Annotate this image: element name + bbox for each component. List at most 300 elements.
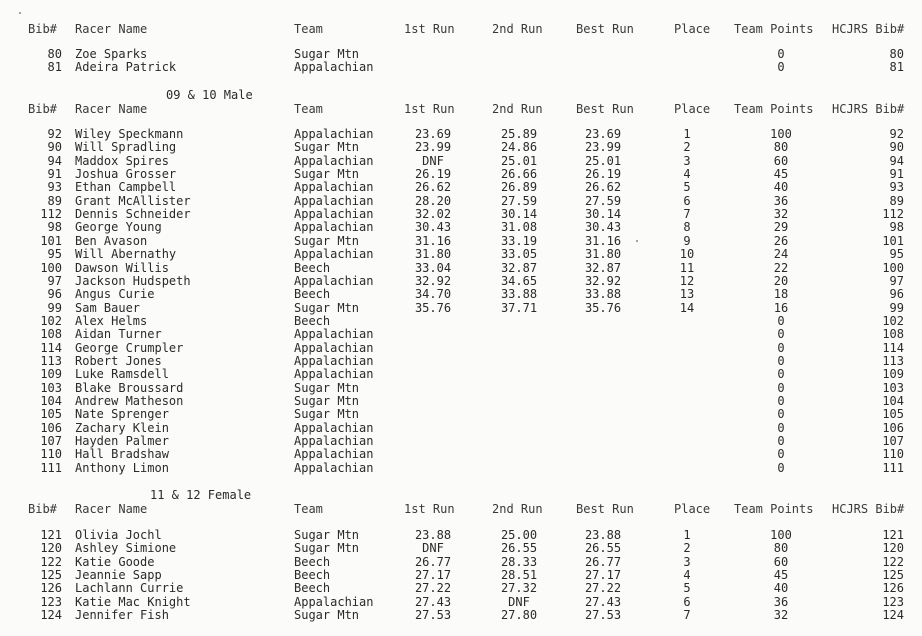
cell-hcjrs: 102 [882,313,904,328]
cell-bib: 122 [40,554,62,569]
table-row [0,367,922,381]
header-bib: Bib# [28,22,57,36]
cell-name: Will Spradling [75,140,177,155]
cell-best: 32.87 [584,260,622,275]
cell-run1: 26.62 [414,180,452,195]
cell-name: Ben Avason [75,233,148,248]
cell-team: Appalachian [294,127,374,141]
cell-name: Aidan Turner [75,327,162,342]
cell-hcjrs: 96 [889,287,904,302]
header-run2: 2nd Run [492,502,543,516]
cell-bib: 124 [40,608,62,623]
cell-points: 45 [773,568,789,582]
cell-run2: 28.33 [500,554,538,569]
cell-name: Joshua Grosser [75,167,177,182]
cell-run2: 32.87 [500,260,538,275]
cell-hcjrs: 100 [882,260,904,275]
cell-name: Adeira Patrick [75,60,177,75]
cell-points: 0 [777,340,785,355]
table-row [0,60,922,74]
cell-run2: 25.89 [500,127,538,141]
table-row [0,301,922,315]
cell-points: 0 [777,47,785,61]
cell-best: 27.53 [584,608,622,623]
cell-hcjrs: 80 [889,47,904,61]
cell-hcjrs: 121 [882,528,904,542]
cell-bib: 113 [40,353,62,368]
cell-place: 7 [683,207,691,222]
cell-run1: 31.16 [414,233,452,248]
column-header-row [0,22,922,36]
table-row [0,461,922,475]
cell-hcjrs: 103 [882,380,904,395]
cell-team: Sugar Mtn [294,528,360,542]
cell-place: 12 [679,273,695,288]
column-header-row [0,502,922,516]
cell-hcjrs: 111 [882,460,904,475]
cell-best: 23.88 [584,528,622,542]
cell-bib: 125 [40,568,62,582]
cell-points: 0 [777,447,785,462]
cell-name: Dennis Schneider [75,207,191,222]
header-points: Team Points [734,22,814,36]
cell-name: Jeannie Sapp [75,568,162,582]
cell-points: 22 [773,260,789,275]
cell-run2: 31.08 [500,220,538,235]
cell-place: 10 [679,247,695,262]
table-row [0,194,922,208]
cell-points: 45 [773,167,789,182]
cell-team: Sugar Mtn [294,167,360,182]
cell-name: Nate Sprenger [75,407,169,422]
cell-place: 14 [679,300,695,315]
cell-team: Beech [294,260,331,275]
cell-bib: 126 [40,581,62,596]
cell-name: Olivia Jochl [75,528,162,542]
cell-points: 36 [773,594,789,609]
cell-place: 3 [683,554,691,569]
cell-hcjrs: 92 [889,127,904,141]
cell-bib: 91 [47,167,62,182]
table-row [0,407,922,421]
cell-points: 100 [770,127,792,141]
cell-name: Will Abernathy [75,247,177,262]
cell-name: Alex Helms [75,313,148,328]
cell-name: Ethan Campbell [75,180,177,195]
cell-name: Luke Ramsdell [75,367,169,382]
cell-best: 25.01 [584,153,622,168]
header-place: Place [674,102,711,116]
cell-name: Ashley Simione [75,541,177,556]
cell-hcjrs: 99 [889,300,904,315]
cell-hcjrs: 109 [882,367,904,382]
cell-points: 20 [773,273,789,288]
cell-points: 40 [773,180,789,195]
table-row [0,327,922,341]
cell-bib: 123 [40,594,62,609]
cell-team: Appalachian [294,340,374,355]
table-row [0,167,922,181]
header-run1: 1st Run [404,502,455,516]
cell-points: 60 [773,554,789,569]
cell-team: Sugar Mtn [294,394,360,408]
cell-run1: 27.17 [414,568,452,582]
cell-run2: 27.80 [500,608,538,623]
cell-best: 26.55 [584,541,622,556]
cell-points: 24 [773,247,789,262]
table-row [0,341,922,355]
cell-team: Appalachian [294,460,374,475]
cell-hcjrs: 112 [882,207,904,222]
cell-run1: 33.04 [414,260,452,275]
cell-best: 33.88 [584,287,622,302]
cell-team: Appalachian [294,420,374,435]
cell-team: Sugar Mtn [294,541,360,556]
header-points: Team Points [734,102,814,116]
cell-hcjrs: 104 [882,394,904,408]
table-row [0,154,922,168]
cell-run1: 35.76 [414,300,452,315]
cell-bib: 104 [40,394,62,408]
cell-run1: 27.22 [414,581,452,596]
cell-hcjrs: 120 [882,541,904,556]
cell-place: 5 [683,581,691,596]
table-row [0,234,922,248]
table-row [0,140,922,154]
cell-team: Appalachian [294,193,374,208]
cell-best: 35.76 [584,300,622,315]
cell-hcjrs: 108 [882,327,904,342]
cell-hcjrs: 93 [889,180,904,195]
cell-team: Beech [294,581,331,596]
cell-team: Beech [294,287,331,302]
table-row [0,447,922,461]
table-row [0,314,922,328]
cell-run1: 26.19 [414,167,452,182]
table-row [0,528,922,542]
cell-best: 26.62 [584,180,622,195]
cell-name: Grant McAllister [75,193,191,208]
cell-bib: 103 [40,380,62,395]
cell-team: Appalachian [294,594,374,609]
cell-points: 32 [773,207,789,222]
cell-team: Sugar Mtn [294,608,360,623]
header-run2: 2nd Run [492,22,543,36]
cell-name: Zachary Klein [75,420,169,435]
header-hcjrs: HCJRS Bib# [832,102,905,116]
cell-run1: 30.43 [414,220,452,235]
header-bib: Bib# [28,102,57,116]
cell-name: Jennifer Fish [75,608,169,623]
cell-run2: 26.66 [500,167,538,182]
cell-bib: 108 [40,327,62,342]
cell-hcjrs: 126 [882,581,904,596]
table-row [0,354,922,368]
cell-points: 18 [773,287,789,302]
cell-hcjrs: 123 [882,594,904,609]
cell-place: 1 [683,528,691,542]
cell-run2: 25.01 [500,153,538,168]
cell-points: 0 [777,367,785,382]
cell-best: 23.99 [584,140,622,155]
cell-team: Appalachian [294,447,374,462]
cell-points: 0 [777,434,785,449]
cell-place: 13 [679,287,695,302]
cell-hcjrs: 107 [882,434,904,449]
cell-best: 31.16 [584,233,622,248]
cell-name: Robert Jones [75,353,162,368]
section-title: 11 & 12 Female [150,488,252,502]
cell-place: 11 [679,260,695,275]
cell-best: 32.92 [584,273,622,288]
cell-bib: 100 [40,260,62,275]
cell-team: Sugar Mtn [294,233,360,248]
cell-points: 80 [773,140,789,155]
cell-team: Appalachian [294,434,374,449]
table-row [0,581,922,595]
header-place: Place [674,502,711,516]
cell-team: Appalachian [294,220,374,235]
table-row [0,287,922,301]
header-run2: 2nd Run [492,102,543,116]
cell-points: 26 [773,233,789,248]
header-best: Best Run [576,22,634,36]
table-row [0,595,922,609]
cell-team: Sugar Mtn [294,380,360,395]
table-row [0,541,922,555]
cell-place: 1 [683,127,691,141]
header-run1: 1st Run [404,22,455,36]
cell-run1: 32.02 [414,207,452,222]
cell-best: 30.14 [584,207,622,222]
cell-name: Hayden Palmer [75,434,169,449]
header-name: Racer Name [75,502,148,516]
cell-bib: 102 [40,313,62,328]
cell-run1: DNF [422,153,444,168]
cell-bib: 109 [40,367,62,382]
table-row [0,47,922,61]
table-row [0,220,922,234]
cell-bib: 90 [47,140,62,155]
cell-team: Appalachian [294,60,374,75]
table-row [0,127,922,141]
cell-run2: 37.71 [500,300,538,315]
cell-points: 0 [777,420,785,435]
cell-best: 31.80 [584,247,622,262]
cell-points: 0 [777,380,785,395]
cell-team: Sugar Mtn [294,300,360,315]
cell-bib: 105 [40,407,62,422]
header-bib: Bib# [28,502,57,516]
cell-hcjrs: 122 [882,554,904,569]
cell-best: 27.17 [584,568,622,582]
cell-team: Beech [294,568,331,582]
header-run1: 1st Run [404,102,455,116]
cell-run1: 23.69 [414,127,452,141]
cell-hcjrs: 98 [889,220,904,235]
table-row [0,180,922,194]
cell-bib: 121 [40,528,62,542]
cell-points: 0 [777,394,785,408]
cell-bib: 107 [40,434,62,449]
header-best: Best Run [576,502,634,516]
cell-points: 60 [773,153,789,168]
table-row [0,381,922,395]
cell-team: Appalachian [294,153,374,168]
header-hcjrs: HCJRS Bib# [832,22,905,36]
cell-run2: 30.14 [500,207,538,222]
cell-hcjrs: 94 [889,153,904,168]
cell-team: Appalachian [294,327,374,342]
cell-bib: 111 [40,460,62,475]
cell-best: 26.77 [584,554,622,569]
cell-points: 0 [777,327,785,342]
cell-hcjrs: 89 [889,193,904,208]
table-row [0,434,922,448]
table-row [0,247,922,261]
cell-name: Katie Goode [75,554,155,569]
cell-place: 4 [683,167,691,182]
cell-place: 2 [683,541,691,556]
cell-run1: 31.80 [414,247,452,262]
cell-run2: 33.05 [500,247,538,262]
cell-points: 40 [773,581,789,596]
cell-place: 3 [683,153,691,168]
cell-hcjrs: 105 [882,407,904,422]
cell-name: Dawson Willis [75,260,169,275]
cell-bib: 99 [47,300,62,315]
cell-hcjrs: 81 [889,60,904,75]
header-hcjrs: HCJRS Bib# [832,502,905,516]
cell-bib: 95 [47,247,62,262]
cell-points: 29 [773,220,789,235]
cell-team: Beech [294,554,331,569]
cell-place: 2 [683,140,691,155]
cell-run1: 34.70 [414,287,452,302]
cell-team: Appalachian [294,353,374,368]
cell-team: Appalachian [294,207,374,222]
cell-place: 6 [683,193,691,208]
cell-hcjrs: 97 [889,273,904,288]
table-row [0,394,922,408]
cell-team: Appalachian [294,180,374,195]
cell-name: Maddox Spires [75,153,169,168]
cell-hcjrs: 90 [889,140,904,155]
cell-run2: 33.19 [500,233,538,248]
cell-place: 9 [683,233,691,248]
cell-name: Zoe Sparks [75,47,148,61]
cell-run2: 25.00 [500,528,538,542]
cell-name: Anthony Limon [75,460,169,475]
cell-run2: 24.86 [500,140,538,155]
cell-hcjrs: 106 [882,420,904,435]
cell-bib: 93 [47,180,62,195]
cell-name: Andrew Matheson [75,394,184,408]
cell-name: George Crumpler [75,340,184,355]
header-name: Racer Name [75,102,148,116]
cell-team: Sugar Mtn [294,140,360,155]
cell-hcjrs: 110 [882,447,904,462]
cell-run2: 33.88 [500,287,538,302]
cell-name: Sam Bauer [75,300,141,315]
cell-run2: 27.59 [500,193,538,208]
table-row [0,421,922,435]
header-team: Team [294,102,323,116]
cell-bib: 98 [47,220,62,235]
header-best: Best Run [576,102,634,116]
cell-run1: 27.43 [414,594,452,609]
cell-run2: 26.55 [500,541,538,556]
section-title: 09 & 10 Male [166,88,253,102]
cell-run1: 27.53 [414,608,452,623]
cell-best: 30.43 [584,220,622,235]
cell-points: 0 [777,313,785,328]
column-header-row [0,102,922,116]
header-points: Team Points [734,502,814,516]
cell-hcjrs: 91 [889,167,904,182]
cell-name: Blake Broussard [75,380,184,395]
cell-run2: DNF [508,594,530,609]
cell-place: 8 [683,220,691,235]
cell-hcjrs: 101 [882,233,904,248]
cell-points: 0 [777,60,785,75]
cell-team: Sugar Mtn [294,47,360,61]
cell-hcjrs: 124 [882,608,904,623]
cell-name: Jackson Hudspeth [75,273,191,288]
cell-name: Wiley Speckmann [75,127,184,141]
header-team: Team [294,502,323,516]
cell-hcjrs: 113 [882,353,904,368]
cell-bib: 96 [47,287,62,302]
cell-best: 26.19 [584,167,622,182]
cell-bib: 120 [40,541,62,556]
cell-best: 27.43 [584,594,622,609]
cell-team: Beech [294,313,331,328]
cell-hcjrs: 114 [882,340,904,355]
cell-bib: 112 [40,207,62,222]
cell-points: 16 [773,300,789,315]
cell-run2: 34.65 [500,273,538,288]
cell-points: 100 [770,528,792,542]
cell-best: 27.59 [584,193,622,208]
cell-run2: 28.51 [500,568,538,582]
table-row [0,261,922,275]
cell-team: Appalachian [294,367,374,382]
cell-best: 27.22 [584,581,622,596]
cell-hcjrs: 95 [889,247,904,262]
cell-bib: 110 [40,447,62,462]
cell-bib: 80 [47,47,62,61]
cell-name: George Young [75,220,162,235]
cell-name: Angus Curie [75,287,155,302]
table-row [0,207,922,221]
cell-bib: 92 [47,127,62,141]
scan-speck [19,12,21,14]
cell-team: Appalachian [294,273,374,288]
header-name: Racer Name [75,22,148,36]
cell-run1: 28.20 [414,193,452,208]
cell-name: Hall Bradshaw [75,447,169,462]
table-row [0,608,922,622]
cell-points: 0 [777,353,785,368]
cell-name: Lachlann Currie [75,581,184,596]
cell-bib: 94 [47,153,62,168]
cell-best: 23.69 [584,127,622,141]
cell-place: 7 [683,608,691,623]
cell-run1: 32.92 [414,273,452,288]
table-row [0,568,922,582]
cell-bib: 101 [40,233,62,248]
